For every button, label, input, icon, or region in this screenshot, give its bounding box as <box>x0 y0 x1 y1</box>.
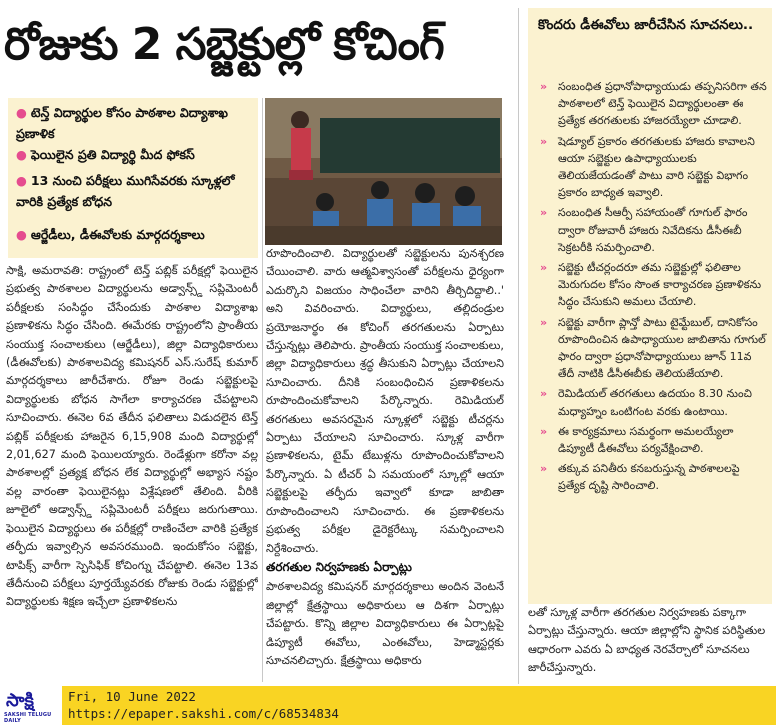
list-item-text: సబ్జెక్టు టీచర్లందరూ తమ సబ్జెక్టుల్లో ఫలితాల మెరుగుదల కోసం సొంత కార్యాచరణ ప్రణాళికను సిద్ధం చేసుకుని అమలు చేయాలి. <box>558 261 762 309</box>
article-text: పాఠశాలవిద్య కమిషనర్ మార్గదర్శకాలు అందిన వెంటనే జిల్లాల్లో క్షేత్రస్థాయి అధికారులు ఆ దిశగా ఏర్పాట్లు చేపట్టారు. కొన్ని జిల్లాల విద్యాధికారులు ఈ ఏర్పాట్లపై డిప్యూటీ ఈవోలు, ఎంఈవోలు, హెడ్మాస్టర్లకు సూచనలిచ్చారు. క్షేత్రస్థాయి అధికారు <box>266 580 504 667</box>
arrow-bullet-icon: » <box>540 261 548 275</box>
bullet-icon: ● <box>16 147 27 162</box>
arrow-bullet-icon: » <box>540 387 548 401</box>
headline: రోజుకు 2 సబ్జెక్టుల్లో కోచింగ్ <box>4 19 444 70</box>
list-item <box>534 385 768 419</box>
highlight-text: 13 నుంచి పరీక్షలు ముగిసేవరకు స్కూళ్లలో వారికి ప్రత్యేక బోధన <box>16 173 235 209</box>
list-item-text: సంబంధిత సీఆర్పీ సహాయంతో గూగుల్ ఫారం ద్వారా రోజువారీ హాజరు నివేదికను డీసీఈబీ సెక్రటరీకి సమర్పించాలి. <box>558 206 748 254</box>
highlight-item <box>16 170 256 212</box>
sidebar-title: కొందరు డీఈవోలు జారీచేసిన సూచనలు.. <box>538 17 754 33</box>
list-item <box>534 259 768 311</box>
column-divider <box>518 8 519 684</box>
list-item <box>534 133 768 202</box>
article-column-1 <box>6 262 258 682</box>
list-item <box>534 460 768 494</box>
arrow-bullet-icon: » <box>540 134 548 148</box>
bullet-icon: ● <box>16 227 27 242</box>
list-item <box>534 78 768 130</box>
arrow-bullet-icon: » <box>540 315 548 329</box>
bullet-icon: ● <box>16 173 27 188</box>
list-item-text: సంబంధిత ప్రధానోపాధ్యాయుడు తప్పనిసరిగా తన పాఠశాలలో టెన్త్ ఫెయిలైన విద్యార్థులంతా ఈ ప్రత్యేక తరగతులకు హాజరయ్యేలా చూడాలి. <box>558 80 767 128</box>
list-item-text: తక్కువ పనితీరు కనబరుస్తున్న పాఠశాలలపై ప్రత్యేక దృష్టి సారించాలి. <box>558 462 740 493</box>
logo-text: సాక్షి <box>6 690 34 711</box>
arrow-bullet-icon: » <box>540 424 548 438</box>
column-divider <box>262 98 263 682</box>
article-column-2 <box>266 245 504 685</box>
arrow-bullet-icon: » <box>540 206 548 220</box>
instructions-sidebar <box>528 8 772 604</box>
highlights-box <box>8 98 258 258</box>
bullet-icon: ● <box>16 105 27 120</box>
list-item <box>534 314 768 383</box>
list-item <box>534 423 768 457</box>
article-column-3 <box>528 604 772 678</box>
highlight-text: ఆర్జేడీలు, డీఈవోలకు మార్గదర్శకాలు <box>30 227 205 242</box>
list-item-text: రెమిడియల్ తరగతులు ఉదయం 8.30 నుంచి మధ్యాహ్నం ఒంటిగంట వరకు ఉంటాయి. <box>558 387 752 418</box>
article-subhead: తరగతుల నిర్వహణకు ఏర్పాట్లు <box>266 559 412 574</box>
arrow-bullet-icon: » <box>540 462 548 476</box>
article-text: సాక్షి, అమరావతి: రాష్ట్రంలో టెన్త్ పబ్లిక్ పరీక్షల్లో ఫెయిలైన ప్రభుత్వ పాఠశాలల విద్యార్థులను అడ్వాన్స్డ్ సప్లిమెంటరీ పరీక్షలకు సంసిద్ధం చేసేందుకు పాఠశాల విద్యాశాఖ ప్రణాళికను సిద్ధం చేసింది. ఈమేరకు రాష్ట్రంలోని ప్రాంతీయ సంయుక్త సంచాలకులు (ఆర్జేడీలు), జిల్లా విద్యాధికారులు (డీఈవోలకు) పాఠశాలవిద్య కమిషనర్ ఎస్.సురేష్ కుమార్ మార్గదర్శకాలు జారీచేశారు. రోజూ రెండు సబ్జెక్టులపై విద్యార్థులకు బోధన సాగేలా కార్యాచరణ చేపట్టాలని సూచించారు. ఈనెల 6వ తేదీన ఫలితాలు విడుదలైన టెన్త్ పబ్లిక్ పరీక్షలకు హాజరైన 6,15,908 మంది విద్యార్థుల్లో 2,01,627 మంది ఫెయిలయ్యారు. రెండేళ్లుగా కరోనా వల్ల పాఠశాలల్లో ప్రత్యక్ష బోధన లేక విద్యార్థుల్లో అభ్యాస నష్టం వల్ల వారంతా ఫెయిలైనట్లు విశ్లేషణలో తేలింది. వీరికి జూలైలో అడ్వాన్స్డ్ సప్లిమెంటరీ పరీక్షలు జరుగుతాయి. ఫెయిలైన విద్యార్థులు ఈ పరీక్షల్లో రాణించేలా వారికి ప్రత్యేక తర్ఫీదు ఇవ్వాల్సిన అవసరముంది. ఇందుకోసం సబ్జెక్టు, టాపిక్స్ వారీగా స్పెసిఫిక్ కోచింగ్ను చేపట్టాలి. ఈనెల 13వ తేదీనుంచి పరీక్షలు పూర్తయ్యేవరకు రోజుకు రెండు సబ్జెక్టుల్లో విద్యార్థులకు శిక్షణ ఇచ్చేలా ప్రణాళికలను <box>6 264 258 609</box>
logo-subtext: SAKSHI TELUGU DAILY <box>4 712 52 724</box>
highlight-item <box>16 102 256 144</box>
highlight-item <box>16 224 256 245</box>
article-text: రూపొందించాలి. విద్యార్థులతో సబ్జెక్టులను పునశ్చరణ చేయించాలి. వారు ఆత్మవిశ్వాసంతో పరీక్షలను ధైర్యంగా ఎదుర్కొని విజయం సాధించేలా వారిని తీర్చిదిద్దాలి..' అని వివరించారు. విద్యార్థులు, తల్లిదండ్రుల ప్రయోజనార్థం ఈ కోచింగ్ తరగతులను ఏర్పాటు చేస్తున్నట్లు తెలిపారు. ప్రాంతీయ సంయుక్త సంచాలకులు, జిల్లా విద్యాధికారులు శ్రద్ధ తీసుకుని ఏర్పాట్లు చేయాలని సూచించారు. దీనికి సంబంధించిన ప్రణాళికలను రూపొందించుకోవాలని పేర్కొన్నారు. రెమిడియల్ తరగతులు అవసరమైన స్కూళ్లలో సబ్జెక్టు టీచర్లను ఏర్పాటు చేయాలని సూచించారు. స్కూళ్ల వారీగా ప్రణాళికలను, టైమ్ టేబుళ్లను రూపొందించుకోవాలని పేర్కొన్నారు. ఏ టీచర్ ఏ సమయంలో స్కూల్లో ఆయా సబ్జెక్టులపై తర్ఫీదు ఇవ్వాలో కూడా జాబితా రూపొందించాలని సూచించారు. ఈ ప్రణాళికలను ప్రభుత్వ పరీక్షల డైరెక్టరేట్కు సమర్పించాలని నిర్దేశించారు. <box>266 247 504 555</box>
sakshi-logo <box>0 686 62 725</box>
list-item-text: సబ్జెక్టు వారీగా ప్లాన్తో పాటు టైమ్టేబుల్, దానికోసం రూపొందించిన ఉపాధ్యాయుల జాబితాను గూగుల్ ఫారం ద్వారా ప్రధానోపాధ్యాయులు జూన్ 11వ తేదీ నాటికి డీసీఈబీకు తెలియజేయాలి. <box>558 315 766 381</box>
list-item-text: షెడ్యూల్ ప్రకారం తరగతులకు హాజరు కావాలని ఆయా సబ్జెక్టుల ఉపాధ్యాయులకు తెలియజేయడంతో పాటు వారి సబ్జెక్టు విభాగం ప్రకారం బాధ్యత ఇవ్వాలి. <box>558 134 755 200</box>
list-item <box>534 204 768 256</box>
footer-bar <box>0 686 776 725</box>
list-item-text: ఈ కార్యక్రమాలు సమర్థంగా అమలయ్యేలా డిప్యూటీ డీఈవోలు పర్యవేక్షించాలి. <box>558 424 734 456</box>
highlight-text: ఫెయిలైన ప్రతి విద్యార్థి మీద ఫోకస్ <box>30 147 195 162</box>
highlight-text: టెన్త్ విద్యార్థుల కోసం పాఠశాల విద్యాశాఖ ప్రణాళిక <box>16 105 228 141</box>
arrow-bullet-icon: » <box>540 80 548 93</box>
sidebar-list <box>534 78 768 498</box>
highlight-item <box>16 144 256 165</box>
article-text: లతో స్కూళ్ల వారీగా తరగతుల నిర్వహణకు పక్కాగా ఏర్పాట్లు చేస్తున్నారు. ఆయా జిల్లాల్లోని స్థానిక పరిస్థితుల ఆధారంగా ఎవరు ఏ బాధ్యత నెరవేర్చాలో సూచనలు జారీచేస్తున్నారు. <box>528 606 766 675</box>
classroom-photo <box>265 98 502 245</box>
publish-date: Fri, 10 June 2022 <box>68 689 196 704</box>
source-url[interactable]: https://epaper.sakshi.com/c/68534834 <box>68 706 339 721</box>
